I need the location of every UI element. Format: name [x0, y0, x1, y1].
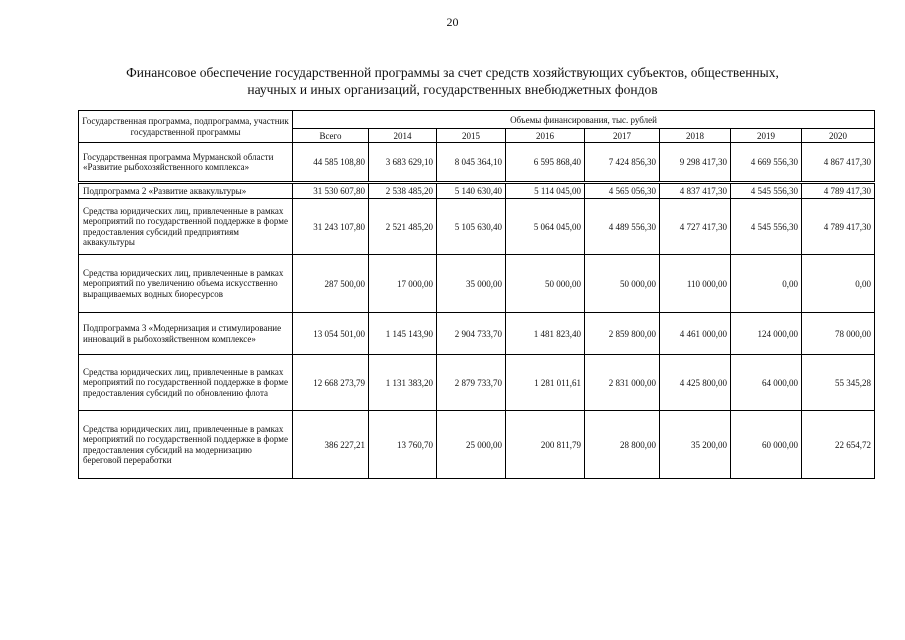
- cell-value: 124 000,00: [731, 313, 802, 355]
- row-label: Подпрограмма 2 «Развитие аквакультуры»: [79, 183, 293, 199]
- cell-value: 64 000,00: [731, 355, 802, 411]
- cell-value: 5 140 630,40: [437, 183, 506, 199]
- cell-value: 4 669 556,30: [731, 143, 802, 183]
- cell-value: 50 000,00: [506, 255, 585, 313]
- cell-value: 60 000,00: [731, 411, 802, 479]
- cell-value: 6 595 868,40: [506, 143, 585, 183]
- page-number: 20: [446, 15, 459, 29]
- cell-total: 31 530 607,80: [293, 183, 369, 199]
- cell-value: 4 545 556,30: [731, 199, 802, 255]
- column-header-year: 2018: [660, 129, 731, 143]
- cell-total: 386 227,21: [293, 411, 369, 479]
- cell-value: 0,00: [802, 255, 875, 313]
- table-row: [79, 355, 875, 411]
- cell-value: 50 000,00: [585, 255, 660, 313]
- cell-total: 31 243 107,80: [293, 199, 369, 255]
- title-line-1: Финансовое обеспечение государственной программы за счет средств хозяйствующих субъектов, общественных,: [126, 65, 779, 80]
- cell-value: 2 831 000,00: [585, 355, 660, 411]
- column-header-year: 2020: [802, 129, 875, 143]
- cell-value: 78 000,00: [802, 313, 875, 355]
- column-header-year: 2014: [369, 129, 437, 143]
- cell-value: 5 114 045,00: [506, 183, 585, 199]
- row-label: Государственная программа Мурманской области «Развитие рыбохозяйственного комплекса»: [79, 143, 293, 183]
- cell-value: 1 145 143,90: [369, 313, 437, 355]
- cell-total: 12 668 273,79: [293, 355, 369, 411]
- header-program-name: Государственная программа, подпрограмма, участник государственной программы: [79, 111, 293, 143]
- cell-value: 4 461 000,00: [660, 313, 731, 355]
- table-row: [79, 143, 875, 183]
- document-title: [0, 64, 905, 98]
- cell-value: 4 565 056,30: [585, 183, 660, 199]
- cell-value: 55 345,28: [802, 355, 875, 411]
- cell-value: 4 789 417,30: [802, 199, 875, 255]
- cell-value: 13 760,70: [369, 411, 437, 479]
- cell-value: 28 800,00: [585, 411, 660, 479]
- column-header-year: 2015: [437, 129, 506, 143]
- cell-value: 7 424 856,30: [585, 143, 660, 183]
- table-row: [79, 199, 875, 255]
- cell-value: 1 281 011,61: [506, 355, 585, 411]
- header-financing-volumes: Объемы финансирования, тыс. рублей: [293, 111, 875, 129]
- cell-value: 1 131 383,20: [369, 355, 437, 411]
- financing-table: [78, 110, 875, 479]
- cell-value: 2 879 733,70: [437, 355, 506, 411]
- cell-value: 200 811,79: [506, 411, 585, 479]
- cell-value: 35 000,00: [437, 255, 506, 313]
- cell-value: 0,00: [731, 255, 802, 313]
- cell-total: 13 054 501,00: [293, 313, 369, 355]
- row-label: Подпрограмма 3 «Модернизация и стимулирование инноваций в рыбохозяйственном комплексе»: [79, 313, 293, 355]
- column-header-year: 2019: [731, 129, 802, 143]
- cell-value: 25 000,00: [437, 411, 506, 479]
- column-header-total: Всего: [293, 129, 369, 143]
- cell-value: 4 545 556,30: [731, 183, 802, 199]
- cell-value: 3 683 629,10: [369, 143, 437, 183]
- row-label: Средства юридических лиц, привлеченные в рамках мероприятий по государственной поддержке в форме предоставления субсидий на модернизацию береговой переработки: [79, 411, 293, 479]
- cell-value: 9 298 417,30: [660, 143, 731, 183]
- cell-value: 2 904 733,70: [437, 313, 506, 355]
- table-row: [79, 411, 875, 479]
- cell-value: 35 200,00: [660, 411, 731, 479]
- column-header-year: 2017: [585, 129, 660, 143]
- cell-value: 22 654,72: [802, 411, 875, 479]
- cell-value: 1 481 823,40: [506, 313, 585, 355]
- cell-value: 2 859 800,00: [585, 313, 660, 355]
- cell-value: 2 538 485,20: [369, 183, 437, 199]
- title-line-2: научных и иных организаций, государственных внебюджетных фондов: [247, 82, 658, 97]
- row-label: Средства юридических лиц, привлеченные в рамках мероприятий по увеличению объема искусственно выращиваемых водных биоресурсов: [79, 255, 293, 313]
- cell-value: 8 045 364,10: [437, 143, 506, 183]
- column-header-year: 2016: [506, 129, 585, 143]
- cell-value: 17 000,00: [369, 255, 437, 313]
- cell-value: 2 521 485,20: [369, 199, 437, 255]
- row-label: Средства юридических лиц, привлеченные в рамках мероприятий по государственной поддержке в форме предоставления субсидий по обновлению флота: [79, 355, 293, 411]
- cell-value: 4 489 556,30: [585, 199, 660, 255]
- cell-value: 4 727 417,30: [660, 199, 731, 255]
- cell-value: 110 000,00: [660, 255, 731, 313]
- cell-value: 5 105 630,40: [437, 199, 506, 255]
- table-row: [79, 183, 875, 199]
- cell-total: 44 585 108,80: [293, 143, 369, 183]
- cell-total: 287 500,00: [293, 255, 369, 313]
- table-row: [79, 255, 875, 313]
- cell-value: 4 837 417,30: [660, 183, 731, 199]
- cell-value: 4 867 417,30: [802, 143, 875, 183]
- row-label: Средства юридических лиц, привлеченные в рамках мероприятий по государственной поддержке в форме предоставления субсидий предприятиям аквакультуры: [79, 199, 293, 255]
- cell-value: 4 789 417,30: [802, 183, 875, 199]
- cell-value: 5 064 045,00: [506, 199, 585, 255]
- table-row: [79, 313, 875, 355]
- cell-value: 4 425 800,00: [660, 355, 731, 411]
